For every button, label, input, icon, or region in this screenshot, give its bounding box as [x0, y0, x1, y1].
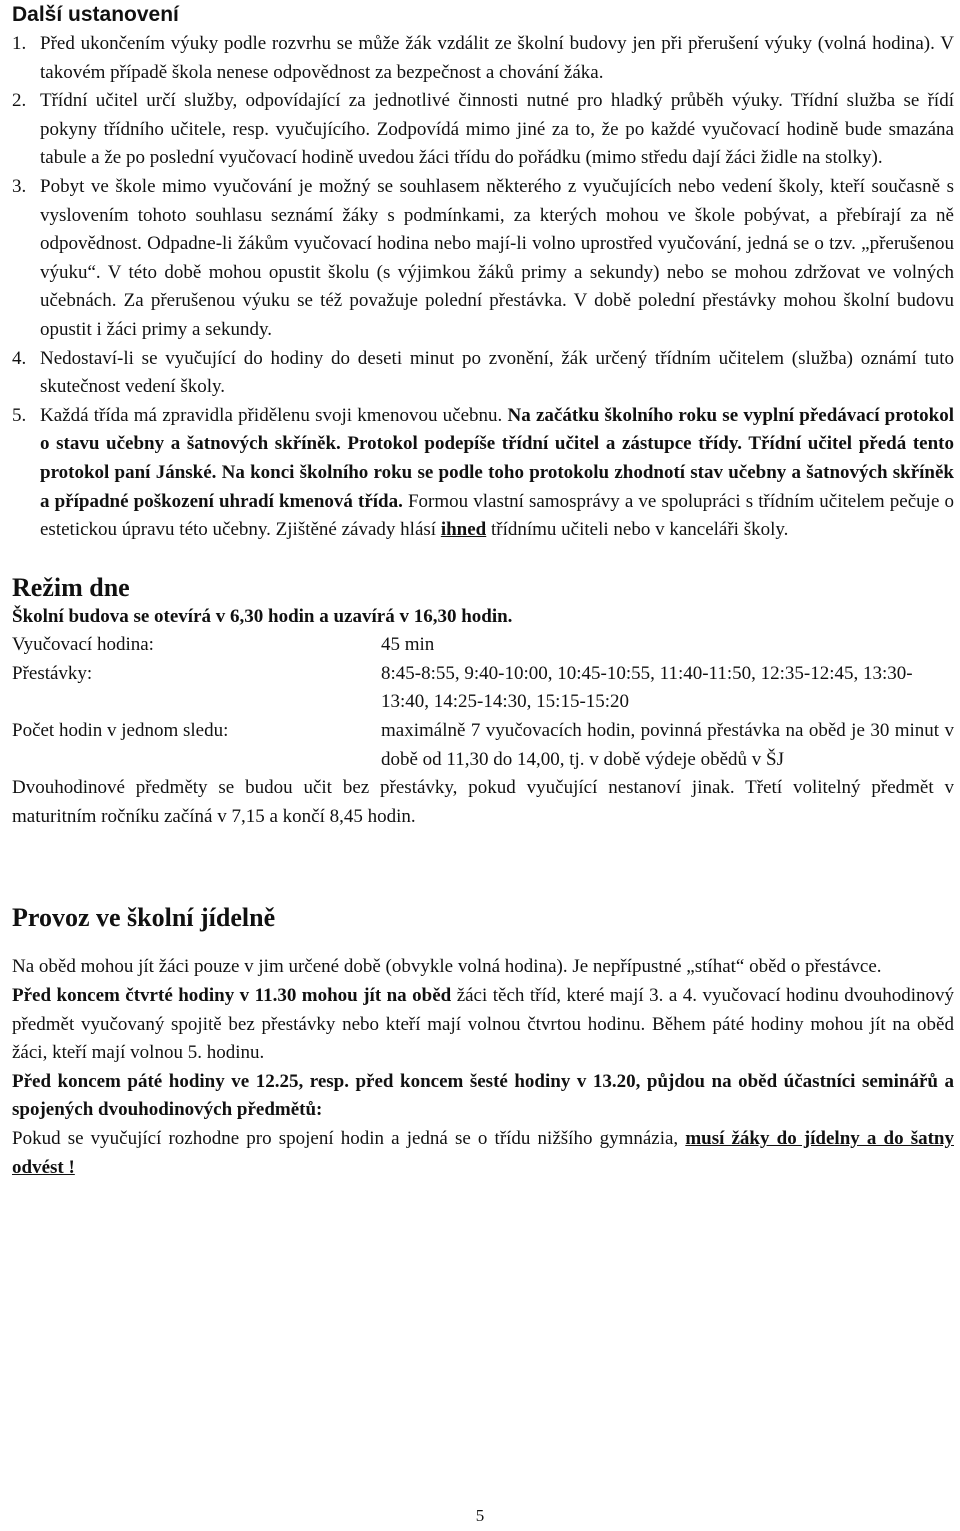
- section-heading-rezim-dne: Režim dne: [12, 572, 130, 602]
- canteen-paragraph: Před koncem páté hodiny ve 12.25, resp. před koncem šesté hodiny v 13.20, půjdou na oběd účastníci seminářů a spojených dvouhodinových předmětů:: [12, 1070, 954, 1121]
- section-heading-jidelna: Provoz ve školní jídelně: [12, 903, 276, 933]
- emphasis-ihned: ihned: [440, 519, 487, 541]
- canteen-paragraph: Na oběd mohou jít žáci pouze v jim určené době (obvykle volná hodina). Je nepřípustné „stíhat“ oběd o přestávce.: [12, 956, 882, 978]
- canteen-paragraph: Pokud se vyučující rozhodne pro spojení hodin a jedná se o třídu nižšího gymnázia, musí žáky do jídelny a do šatny odvést !: [12, 1128, 954, 1178]
- schedule-row: Vyučovací hodina: 45 min: [12, 634, 435, 656]
- list-item: 5. Každá třída má zpravidla přidělenu svoji kmenovou učebnu. Na začátku školního roku se vyplní předávací protokol o stavu učebny a šatnových skříněk. Protokol podepíše třídní učitel a zástupce třídy. Třídní učitel předá tento protokol paní Jánské. Na konci školního roku se podle toho protokolu zhodnotí stav učebny a šatnových skříněk a případné poškození uhradí kmenová třída. Formou vlastní samosprávy a ve spolupráci s třídním učitelem pečuje o estetickou úpravu této učebny. Zjištěné závady hlásí ihned třídnímu učiteli nebo v kanceláři školy.: [12, 404, 955, 541]
- schedule-row: Počet hodin v jednom sledu: maximálně 7 vyučovacích hodin, povinná přestávka na oběd je 30 minut v době od 11,30 do 14,00, tj. v době výdeje obědů v ŠJ: [12, 720, 954, 770]
- schedule-note: Dvouhodinové předměty se budou učit bez přestávky, pokud vyučující nestanoví jinak. Třetí volitelný předmět v maturitním ročníku začíná v 7,15 a končí 8,45 hodin.: [12, 777, 954, 827]
- section-heading-dalsi-ustanoveni: Další ustanovení: [12, 3, 179, 26]
- emphasis-musi: musí žáky do jídelny a do šatny odvést !: [12, 1128, 954, 1178]
- rules-list: [12, 30, 954, 545]
- list-item: 4. Nedostaví-li se vyučující do hodiny do deseti minut po zvonění, žák určený třídním učitelem (služba) oznámí tuto skutečnost vedení školy.: [12, 347, 954, 398]
- list-item: 2. Třídní učitel určí služby, odpovídající za jednotlivé činnosti nutné pro hladký průběh výuky. Třídní služba se řídí pokyny třídního učitele, resp. vyučujícího. Zodpovídá mimo jiné za to, že po každé vyučovací hodině bude smazána tabule a že po poslední vyučovací hodině uvedou žáci třídu do pořádku (mimo středu dají žáci židle na stolky).: [12, 90, 954, 169]
- canteen-paragraph: Před koncem čtvrté hodiny v 11.30 mohou jít na oběd žáci těch tříd, které mají 3. a 4. vyučovací hodinu dvouhodinový předmět vyučovaný spojitě bez přestávky nebo kteří mají volnou čtvrtou hodinu. Během páté hodiny mohou jít na oběd žáci, kteří mají volnou 5. hodinu.: [12, 985, 955, 1064]
- document-page: [12, 0, 954, 1182]
- page-number: 5: [475, 1506, 485, 1525]
- opening-hours: Školní budova se otevírá v 6,30 hodin a uzavírá v 16,30 hodin.: [12, 605, 513, 627]
- list-item: 1. Před ukončením výuky podle rozvrhu se může žák vzdálit ze školní budovy jen při přerušení výuky (volná hodina). V takovém případě škola nenese odpovědnost za bezpečnost a chování žáka.: [12, 33, 954, 83]
- schedule-row: Přestávky: 8:45-8:55, 9:40-10:00, 10:45-10:55, 11:40-11:50, 12:35-12:45, 13:30-13:40, 14:25-14:30, 15:15-15:20: [12, 662, 913, 713]
- list-item: 3. Pobyt ve škole mimo vyučování je možný se souhlasem některého z vyučujících nebo vedení školy, kteří současně s vyslovením tohoto souhlasu seznámí žáky s podmínkami, za kterých mohou ve škole pobývat, a přebírají za ně odpovědnost. Odpadne-li žákům vyučovací hodina nebo mají-li volno uprostřed vyučování, jedná se o tzv. „přerušenou výuku“. V této době mohou opustit školu (s výjimkou žáků primy a sekundy) nebo se mohou zdržovat ve volných učebnách. Za přerušenou výuku se též považuje polední přestávka. V době polední přestávky mohou školní budovu opustit i žáci primy a sekundy.: [12, 175, 954, 340]
